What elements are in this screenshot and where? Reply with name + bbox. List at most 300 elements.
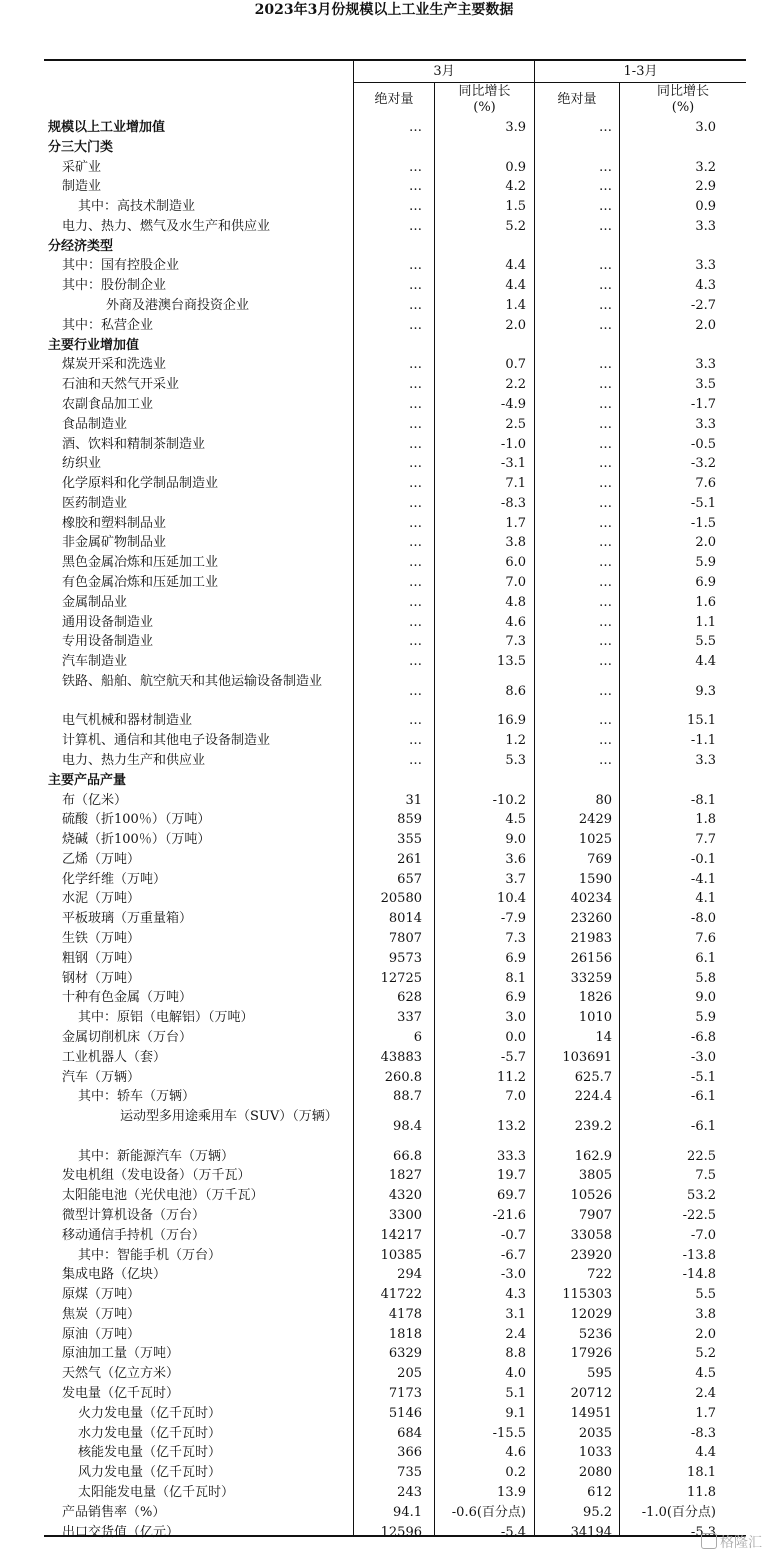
table-body (0, 118, 768, 1542)
row-label: 水泥（万吨） (62, 891, 141, 907)
ytd-yoy-cell: 2.0 (695, 535, 716, 551)
ytd-absolute-cell: 95.2 (583, 1504, 612, 1520)
march-yoy-cell: 13.2 (497, 1119, 526, 1135)
ytd-yoy-cell: 7.6 (695, 931, 716, 947)
ytd-yoy-cell: -7.0 (690, 1227, 716, 1243)
ytd-absolute-cell: 1025 (578, 832, 612, 848)
march-yoy-cell: 19.7 (497, 1168, 526, 1184)
ytd-yoy-cell: 11.8 (687, 1484, 716, 1500)
march-absolute-cell: … (409, 258, 422, 274)
table-row (0, 1048, 768, 1068)
march-yoy-cell: 1.4 (505, 298, 526, 314)
table-row (0, 672, 768, 712)
ytd-yoy-cell: 22.5 (687, 1148, 716, 1164)
ytd-yoy-cell: 5.5 (695, 1287, 716, 1303)
march-absolute-cell: … (409, 120, 422, 135)
row-label: 化学纤维（万吨） (62, 871, 167, 887)
table-row (0, 850, 768, 870)
ytd-absolute-cell: … (599, 594, 612, 610)
row-label: 集成电路（亿块） (62, 1267, 167, 1283)
table-row (0, 514, 768, 534)
row-label: 黑色金属冶炼和压延加工业 (62, 555, 219, 571)
ytd-yoy-cell: -6.1 (690, 1119, 716, 1135)
march-yoy-cell: -15.5 (492, 1425, 526, 1441)
table-row (0, 355, 768, 375)
row-label: 金属切削机床（万台） (62, 1029, 193, 1045)
header-yoy-label: 同比增长 (656, 84, 709, 99)
ytd-absolute-cell: 34194 (570, 1524, 612, 1540)
march-yoy-cell: 7.3 (505, 634, 526, 650)
march-absolute-cell: 14217 (380, 1227, 422, 1243)
march-yoy-cell: 13.5 (497, 654, 526, 670)
ytd-absolute-cell: … (599, 377, 612, 393)
table-row (0, 889, 768, 909)
row-label: 金属制品业 (62, 594, 128, 610)
march-absolute-cell: … (409, 199, 422, 215)
ytd-yoy-cell: -1.7 (690, 396, 716, 412)
row-label: 工业机器人（套） (62, 1049, 167, 1065)
march-yoy-cell: 4.4 (505, 258, 526, 274)
table-row (0, 1147, 768, 1167)
table-row (0, 276, 768, 296)
table-row (0, 1344, 768, 1364)
ytd-yoy-cell: -5.1 (690, 1069, 716, 1085)
ytd-yoy-cell: 9.0 (695, 990, 716, 1006)
row-label: 天然气（亿立方米） (62, 1366, 180, 1382)
ytd-absolute-cell: 2035 (578, 1425, 612, 1441)
ytd-yoy-cell: 5.9 (695, 1010, 716, 1026)
ytd-absolute-cell: … (599, 456, 612, 472)
table-row (0, 1523, 768, 1543)
march-absolute-cell: 12596 (380, 1524, 422, 1540)
march-absolute-cell: … (409, 495, 422, 511)
march-yoy-cell: 2.2 (505, 377, 526, 393)
march-yoy-cell: -8.3 (500, 495, 526, 511)
march-absolute-cell: … (409, 683, 422, 699)
row-label: 外商及港澳台商投资企业 (106, 298, 250, 314)
ytd-yoy-cell: 0.9 (695, 199, 716, 215)
ytd-absolute-cell: … (599, 495, 612, 511)
table-top-rule (44, 59, 746, 61)
ytd-absolute-cell: 14951 (570, 1405, 612, 1421)
ytd-absolute-cell: … (599, 634, 612, 650)
march-yoy-cell: 8.8 (505, 1346, 526, 1362)
march-absolute-cell: 98.4 (393, 1119, 422, 1135)
ytd-yoy-cell: 5.8 (695, 970, 716, 986)
march-yoy-cell: 10.4 (497, 891, 526, 907)
table-row (0, 118, 768, 138)
ytd-yoy-cell: 3.3 (695, 218, 716, 234)
ytd-absolute-cell: 17926 (570, 1346, 612, 1362)
ytd-yoy-cell: -8.1 (690, 792, 716, 808)
march-absolute-cell: 4320 (388, 1188, 422, 1204)
ytd-absolute-cell: … (599, 654, 612, 670)
ytd-yoy-cell: 3.3 (695, 753, 716, 769)
row-label: 煤炭开采和洗选业 (62, 357, 167, 373)
row-label: 非金属矿物制品业 (62, 535, 167, 551)
row-label: 纺织业 (62, 456, 102, 472)
ytd-absolute-cell: 1033 (578, 1445, 612, 1461)
march-absolute-cell: 6 (413, 1029, 422, 1045)
march-absolute-cell: 43883 (380, 1049, 422, 1065)
table-row (0, 1186, 768, 1206)
table-row (0, 771, 768, 791)
row-label: 计算机、通信和其他电子设备制造业 (62, 733, 271, 749)
ytd-absolute-cell: … (599, 199, 612, 215)
row-label: 主要产品产量 (48, 772, 127, 788)
table-row (0, 1028, 768, 1048)
row-label: 其中：国有控股企业 (62, 258, 180, 274)
table-row (0, 810, 768, 830)
table-row (0, 870, 768, 890)
ytd-absolute-cell: 1590 (578, 871, 612, 887)
march-yoy-cell: -3.0 (500, 1267, 526, 1283)
march-absolute-cell: 355 (397, 832, 422, 848)
march-absolute-cell: … (409, 614, 422, 630)
march-yoy-cell: 6.9 (505, 990, 526, 1006)
march-absolute-cell: 735 (397, 1465, 422, 1481)
ytd-yoy-cell: 4.5 (695, 1366, 716, 1382)
row-label: 主要行业增加值 (48, 337, 140, 353)
row-label: 水力发电量（亿千瓦时） (78, 1425, 222, 1441)
ytd-yoy-cell: -0.5 (690, 436, 716, 452)
ytd-yoy-cell: 7.5 (695, 1168, 716, 1184)
watermark-text: 格隆汇 (720, 1535, 762, 1551)
ytd-yoy-cell: 2.9 (695, 179, 716, 195)
ytd-yoy-cell: -8.3 (690, 1425, 716, 1441)
march-yoy-cell: 0.9 (505, 159, 526, 175)
ytd-yoy-cell: 3.8 (695, 1306, 716, 1322)
march-absolute-cell: … (409, 535, 422, 551)
table-row (0, 593, 768, 613)
ytd-absolute-cell: 5236 (578, 1326, 612, 1342)
ytd-absolute-cell: 722 (587, 1267, 612, 1283)
row-label: 出口交货值（亿元） (62, 1524, 180, 1540)
table-row (0, 237, 768, 257)
table-row (0, 613, 768, 633)
table-row (0, 336, 768, 356)
march-absolute-cell: 243 (397, 1484, 422, 1500)
ytd-yoy-cell: -3.2 (690, 456, 716, 472)
row-label: 发电机组（发电设备）（万千瓦） (62, 1168, 251, 1184)
ytd-yoy-cell: 2.0 (695, 317, 716, 333)
march-absolute-cell: … (409, 654, 422, 670)
ytd-yoy-cell: -1.1 (690, 733, 716, 749)
march-yoy-cell: 69.7 (497, 1188, 526, 1204)
march-yoy-cell: -0.6(百分点) (451, 1504, 526, 1520)
march-absolute-cell: … (409, 159, 422, 175)
march-yoy-cell: -21.6 (492, 1208, 526, 1223)
march-yoy-cell: -5.7 (500, 1049, 526, 1065)
march-yoy-cell: 1.2 (505, 733, 526, 749)
table-row (0, 652, 768, 672)
ytd-yoy-cell: 6.1 (695, 950, 716, 966)
march-absolute-cell: … (409, 416, 422, 432)
table-row (0, 1008, 768, 1028)
table-row (0, 1463, 768, 1483)
table-row (0, 711, 768, 731)
march-absolute-cell: 41722 (380, 1287, 422, 1303)
ytd-absolute-cell: … (599, 515, 612, 531)
ytd-absolute-cell: … (599, 713, 612, 729)
ytd-absolute-cell: … (599, 436, 612, 452)
row-label: 太阳能发电量（亿千瓦时） (78, 1484, 235, 1500)
march-yoy-cell: 7.1 (505, 476, 526, 492)
ytd-absolute-cell: … (599, 278, 612, 294)
march-absolute-cell: 31 (405, 792, 422, 808)
header-jan-mar: 1-3月 (623, 64, 658, 79)
table-row (0, 1107, 768, 1147)
ytd-absolute-cell: 595 (587, 1366, 612, 1382)
march-absolute-cell: … (409, 733, 422, 749)
table-row (0, 632, 768, 652)
march-absolute-cell: 10385 (380, 1247, 422, 1263)
march-yoy-cell: 4.4 (505, 278, 526, 294)
march-yoy-cell: 9.0 (505, 832, 526, 848)
row-label: 农副食品加工业 (62, 396, 154, 412)
ytd-yoy-cell: 3.3 (695, 416, 716, 432)
march-absolute-cell: 366 (397, 1445, 422, 1461)
march-absolute-cell: 4178 (388, 1306, 422, 1322)
ytd-yoy-cell: -1.0(百分点) (641, 1504, 716, 1520)
ytd-yoy-cell: -22.5 (682, 1208, 716, 1223)
ytd-absolute-cell: 33259 (570, 970, 612, 986)
table-row (0, 474, 768, 494)
march-yoy-cell: 5.1 (505, 1386, 526, 1402)
ytd-yoy-cell: 53.2 (687, 1188, 716, 1204)
header-absolute: 绝对量 (374, 92, 414, 107)
ytd-absolute-cell: 2080 (578, 1465, 612, 1481)
march-yoy-cell: -0.7 (500, 1227, 526, 1243)
table-row (0, 969, 768, 989)
march-yoy-cell: 4.0 (505, 1366, 526, 1382)
ytd-absolute-cell: … (599, 753, 612, 769)
march-yoy-cell: 4.5 (505, 812, 526, 828)
ytd-yoy-cell: 7.7 (695, 832, 716, 848)
march-absolute-cell: … (409, 574, 422, 590)
ytd-yoy-cell: 3.5 (695, 377, 716, 393)
table-row (0, 197, 768, 217)
march-absolute-cell: … (409, 753, 422, 769)
ytd-yoy-cell: 2.0 (695, 1326, 716, 1342)
ytd-yoy-cell: -1.5 (690, 515, 716, 531)
ytd-absolute-cell: 33058 (570, 1227, 612, 1243)
ytd-absolute-cell: 21983 (570, 931, 612, 947)
ytd-yoy-cell: 3.2 (695, 159, 716, 175)
march-absolute-cell: 12725 (380, 970, 422, 986)
row-label: 酒、饮料和精制茶制造业 (62, 436, 206, 452)
ytd-absolute-cell: … (599, 298, 612, 314)
table-row (0, 1246, 768, 1266)
ytd-yoy-cell: 9.3 (695, 683, 716, 699)
march-yoy-cell: 7.3 (505, 931, 526, 947)
table-row (0, 1384, 768, 1404)
march-yoy-cell: 2.4 (505, 1326, 526, 1342)
march-absolute-cell: 7173 (388, 1386, 422, 1402)
row-label: 电气机械和器材制造业 (62, 713, 193, 729)
ytd-yoy-cell: 6.9 (695, 574, 716, 590)
march-absolute-cell: 94.1 (393, 1504, 422, 1520)
ytd-yoy-cell: 4.1 (695, 891, 716, 907)
ytd-yoy-cell: 5.9 (695, 555, 716, 571)
march-yoy-cell: 11.2 (497, 1069, 526, 1085)
ytd-absolute-cell: 103691 (562, 1049, 612, 1065)
row-label: 硫酸（折100％）（万吨） (62, 812, 211, 828)
march-yoy-cell: -10.2 (492, 792, 526, 808)
table-row (0, 949, 768, 969)
ytd-yoy-cell: 18.1 (687, 1465, 716, 1481)
row-label: 采矿业 (62, 159, 102, 175)
ytd-yoy-cell: 4.4 (695, 1445, 716, 1461)
ytd-absolute-cell: 23920 (570, 1247, 612, 1263)
march-absolute-cell: … (409, 634, 422, 650)
march-yoy-cell: 3.6 (505, 851, 526, 867)
march-yoy-cell: 3.0 (505, 1010, 526, 1026)
ytd-absolute-cell: 80 (595, 792, 612, 808)
row-label: 平板玻璃（万重量箱） (62, 911, 193, 927)
march-absolute-cell: 6329 (388, 1346, 422, 1362)
table-row (0, 909, 768, 929)
watermark-logo-icon (701, 1533, 717, 1549)
march-yoy-cell: 0.7 (505, 357, 526, 373)
row-label: 石油和天然气开采业 (62, 377, 180, 393)
row-label: 电力、热力生产和供应业 (62, 753, 206, 769)
march-absolute-cell: … (409, 298, 422, 314)
row-label: 橡胶和塑料制品业 (62, 515, 167, 531)
row-label: 太阳能电池（光伏电池）（万千瓦） (62, 1188, 264, 1204)
ytd-absolute-cell: … (599, 179, 612, 195)
march-absolute-cell: … (409, 357, 422, 373)
table-row (0, 1325, 768, 1345)
row-label: 微型计算机设备（万台） (62, 1208, 206, 1223)
table-row (0, 1483, 768, 1503)
row-label: 原油加工量（万吨） (62, 1346, 180, 1362)
row-label: 焦炭（万吨） (62, 1306, 141, 1322)
ytd-yoy-cell: 15.1 (687, 713, 716, 729)
row-label: 电力、热力、燃气及水生产和供应业 (62, 218, 271, 234)
ytd-absolute-cell: 625.7 (574, 1069, 612, 1085)
table-row (0, 553, 768, 573)
march-yoy-cell: 2.0 (505, 317, 526, 333)
march-yoy-cell: 4.8 (505, 594, 526, 610)
march-yoy-cell: -4.9 (500, 396, 526, 412)
ytd-absolute-cell: … (599, 416, 612, 432)
march-yoy-cell: 2.5 (505, 416, 526, 432)
ytd-absolute-cell: 239.2 (574, 1119, 612, 1135)
march-absolute-cell: … (409, 594, 422, 610)
row-label: 其中：股份制企业 (62, 278, 167, 294)
march-yoy-cell: 0.2 (505, 1465, 526, 1481)
ytd-absolute-cell: 14 (595, 1029, 612, 1045)
row-label: 运动型多用途乘用车（SUV）（万辆） (120, 1109, 338, 1125)
march-yoy-cell: 1.5 (505, 199, 526, 215)
ytd-absolute-cell: 7907 (578, 1208, 612, 1223)
march-absolute-cell: 205 (397, 1366, 422, 1382)
ytd-absolute-cell: … (599, 120, 612, 135)
row-label: 食品制造业 (62, 416, 128, 432)
ytd-absolute-cell: … (599, 396, 612, 412)
march-yoy-cell: 6.0 (505, 555, 526, 571)
table-row (0, 138, 768, 158)
table-row (0, 1206, 768, 1226)
march-absolute-cell: … (409, 377, 422, 393)
march-absolute-cell: … (409, 515, 422, 531)
ytd-yoy-cell: 3.0 (695, 120, 716, 135)
ytd-absolute-cell: 224.4 (574, 1089, 612, 1105)
header-yoy-unit: (%) (473, 100, 496, 115)
ytd-absolute-cell: 162.9 (574, 1148, 612, 1164)
ytd-yoy-cell: -6.8 (690, 1029, 716, 1045)
march-absolute-cell: … (409, 555, 422, 571)
march-absolute-cell: 1827 (388, 1168, 422, 1184)
ytd-absolute-cell: … (599, 317, 612, 333)
march-absolute-cell: 8014 (388, 911, 422, 927)
ytd-yoy-cell: 1.1 (695, 614, 716, 630)
march-yoy-cell: 16.9 (497, 713, 526, 729)
march-absolute-cell: 337 (397, 1010, 422, 1026)
header-yoy-label: 同比增长 (458, 84, 511, 99)
ytd-yoy-cell: -0.1 (690, 851, 716, 867)
row-label: 其中：新能源汽车（万辆） (78, 1148, 235, 1164)
ytd-absolute-cell: 12029 (570, 1306, 612, 1322)
march-absolute-cell: … (409, 179, 422, 195)
ytd-yoy-cell: -2.7 (690, 298, 716, 314)
march-absolute-cell: 9573 (388, 950, 422, 966)
ytd-absolute-cell: 1826 (578, 990, 612, 1006)
row-label: 原油（万吨） (62, 1326, 141, 1342)
ytd-yoy-cell: 2.4 (695, 1386, 716, 1402)
ytd-absolute-cell: … (599, 218, 612, 234)
march-absolute-cell: … (409, 436, 422, 452)
march-absolute-cell: 294 (397, 1267, 422, 1283)
ytd-yoy-cell: 4.3 (695, 278, 716, 294)
march-absolute-cell: 20580 (380, 891, 422, 907)
row-label: 专用设备制造业 (62, 634, 154, 650)
ytd-yoy-cell: -14.8 (682, 1267, 716, 1283)
ytd-absolute-cell: 115303 (562, 1287, 612, 1303)
march-yoy-cell: 13.9 (497, 1484, 526, 1500)
row-label: 布（亿米） (62, 792, 128, 808)
row-label: 分三大门类 (48, 139, 114, 155)
march-yoy-cell: -6.7 (500, 1247, 526, 1263)
table-row (0, 1265, 768, 1285)
march-absolute-cell: … (409, 278, 422, 294)
march-yoy-cell: 4.6 (505, 614, 526, 630)
ytd-absolute-cell: 612 (587, 1484, 612, 1500)
march-yoy-cell: 3.1 (505, 1306, 526, 1322)
march-yoy-cell: -7.9 (500, 911, 526, 927)
march-yoy-cell: 0.0 (505, 1029, 526, 1045)
march-yoy-cell: -3.1 (500, 456, 526, 472)
march-absolute-cell: … (409, 476, 422, 492)
header-yoy (620, 84, 746, 116)
ytd-absolute-cell: 40234 (570, 891, 612, 907)
ytd-absolute-cell: … (599, 733, 612, 749)
row-label: 产品销售率（%） (62, 1504, 166, 1520)
header-yoy (435, 84, 534, 116)
march-absolute-cell: … (409, 218, 422, 234)
ytd-absolute-cell: … (599, 683, 612, 699)
header-absolute: 绝对量 (557, 92, 597, 107)
march-yoy-cell: 1.7 (505, 515, 526, 531)
ytd-absolute-cell: 23260 (570, 911, 612, 927)
march-yoy-cell: 8.6 (505, 683, 526, 699)
march-yoy-cell: 5.3 (505, 753, 526, 769)
ytd-absolute-cell: … (599, 258, 612, 274)
march-absolute-cell: … (409, 713, 422, 729)
march-yoy-cell: 5.2 (505, 218, 526, 234)
ytd-yoy-cell: 4.4 (695, 654, 716, 670)
